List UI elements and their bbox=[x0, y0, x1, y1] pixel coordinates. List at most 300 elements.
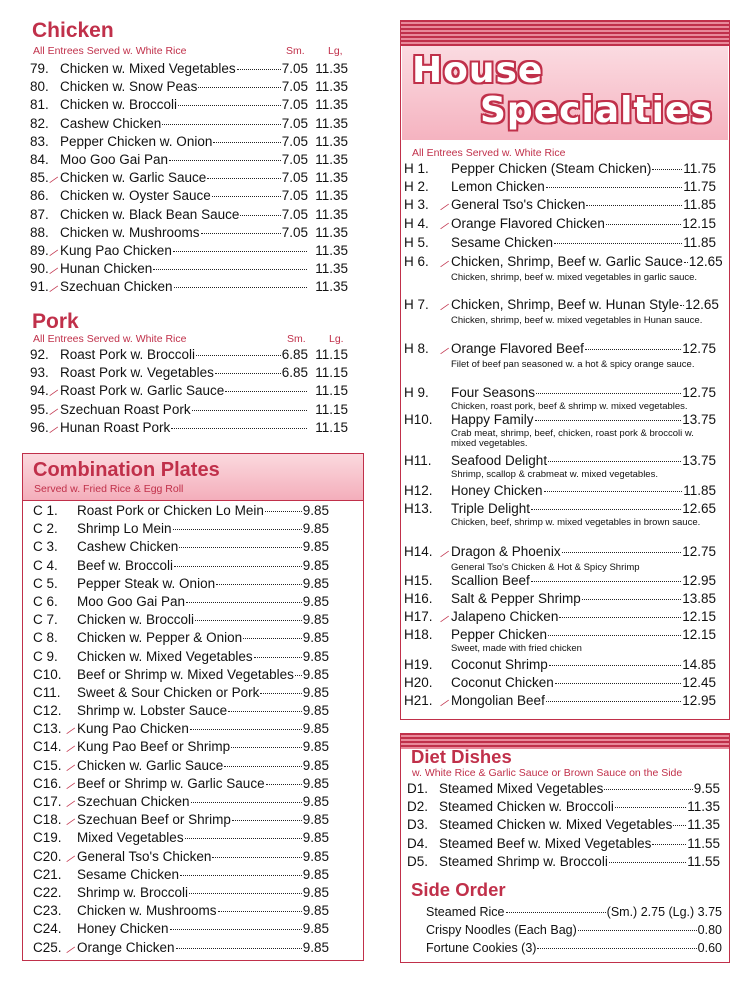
item-number: C10. bbox=[33, 666, 62, 682]
item-number: 91. bbox=[30, 279, 49, 295]
item-number: D1. bbox=[407, 781, 429, 796]
item-price: 9.85 bbox=[302, 648, 329, 664]
item-price-large: 11.35 bbox=[315, 170, 348, 186]
dot-leader bbox=[189, 881, 302, 894]
dot-leader bbox=[582, 587, 681, 600]
pepper-icon: — bbox=[46, 263, 61, 279]
item-name: Happy Family bbox=[451, 412, 534, 427]
item-name: Roast Pork or Chicken Lo Mein bbox=[77, 503, 264, 518]
pepper-icon: — bbox=[46, 281, 61, 297]
item-price-large: 11.35 bbox=[315, 206, 348, 222]
item-name: Hunan Chicken bbox=[60, 261, 153, 277]
item-name: Four Seasons bbox=[451, 385, 536, 400]
pepper-icon: — bbox=[46, 245, 61, 261]
house-item bbox=[404, 692, 716, 712]
item-name: Scallion Beef bbox=[451, 573, 530, 588]
item-number: 82. bbox=[30, 115, 49, 131]
dot-leader bbox=[684, 250, 688, 263]
item-number: C 2. bbox=[33, 521, 58, 537]
item-price: 9.85 bbox=[302, 757, 329, 773]
item-price: 11.55 bbox=[687, 853, 720, 869]
dot-leader bbox=[536, 381, 681, 394]
item-name: Chicken w. Mushrooms bbox=[77, 903, 217, 919]
item-price-large: 11.15 bbox=[315, 347, 348, 362]
house-item bbox=[404, 452, 716, 480]
item-name: Fortune Cookies (3) bbox=[426, 941, 537, 956]
item-number: D3. bbox=[407, 817, 429, 833]
item-price: 12.75 bbox=[682, 544, 716, 559]
dot-leader bbox=[585, 337, 681, 350]
dot-leader bbox=[176, 936, 302, 949]
item-number: H 7. bbox=[404, 297, 429, 312]
dot-leader bbox=[555, 671, 681, 684]
chicken-col-sm: Sm. bbox=[286, 45, 305, 57]
dot-leader bbox=[190, 717, 302, 730]
pepper-icon: — bbox=[46, 172, 61, 188]
item-price-small: 7.05 bbox=[281, 79, 308, 95]
dot-leader bbox=[652, 157, 682, 170]
dot-leader bbox=[615, 795, 686, 808]
item-number: 79. bbox=[30, 61, 49, 76]
dot-leader bbox=[531, 497, 681, 510]
item-number: C21. bbox=[33, 866, 62, 882]
item-number: D4. bbox=[407, 835, 429, 851]
item-price: 0.80 bbox=[697, 923, 722, 938]
item-name: General Tso's Chicken bbox=[451, 197, 586, 212]
item-price: 12.15 bbox=[682, 609, 716, 624]
dot-leader bbox=[240, 203, 280, 216]
item-name: Pepper Chicken w. Onion bbox=[60, 133, 213, 149]
item-number: 85. bbox=[30, 170, 49, 186]
item-description: Chicken, beef, shrimp w. mixed vegetables in brown sauce. bbox=[451, 516, 701, 528]
menu-item bbox=[30, 278, 348, 296]
item-name: Coconut Shrimp bbox=[451, 657, 548, 672]
dot-leader bbox=[260, 681, 301, 694]
item-number: C14. bbox=[33, 739, 62, 755]
side-title: Side Order bbox=[411, 879, 506, 900]
pork-list bbox=[30, 346, 348, 437]
item-name: Orange Chicken bbox=[77, 939, 175, 955]
item-number: H12. bbox=[404, 483, 433, 498]
item-price-large: 11.15 bbox=[315, 401, 348, 417]
item-number: H10. bbox=[404, 412, 433, 427]
dot-leader bbox=[174, 275, 307, 288]
item-price-large: 11.35 bbox=[315, 151, 348, 167]
item-price: 9.85 bbox=[302, 830, 329, 846]
item-description: Crab meat, shrimp, beef, chicken, roast pork & broccoli w. mixed vegetables. bbox=[451, 427, 694, 449]
item-number: H 9. bbox=[404, 385, 429, 400]
item-price: 9.85 bbox=[302, 557, 329, 573]
item-price: 9.55 bbox=[693, 781, 720, 796]
chicken-subtitle: All Entrees Served w. White Rice bbox=[33, 45, 187, 57]
item-price: 12.15 bbox=[682, 216, 716, 231]
house-item bbox=[404, 253, 723, 283]
item-number: C18. bbox=[33, 812, 62, 828]
pork-subtitle: All Entrees Served w. White Rice bbox=[33, 333, 187, 345]
dot-leader bbox=[673, 813, 686, 826]
dot-leader bbox=[195, 608, 302, 621]
item-price: 12.95 bbox=[682, 693, 716, 708]
item-price: 13.85 bbox=[682, 591, 716, 606]
item-name: Steamed Beef w. Mixed Vegetables bbox=[439, 835, 652, 851]
dot-leader bbox=[548, 449, 681, 462]
pepper-icon: — bbox=[63, 796, 78, 812]
item-price-small: 7.05 bbox=[281, 151, 308, 167]
dot-leader bbox=[198, 75, 280, 88]
item-number: 94. bbox=[30, 383, 49, 399]
item-price-small: 7.05 bbox=[281, 115, 308, 131]
pepper-icon: — bbox=[63, 760, 78, 775]
house-subtitle: All Entrees Served w. White Rice bbox=[412, 147, 566, 159]
house-item-row bbox=[404, 626, 716, 644]
item-name: Kung Pao Chicken bbox=[60, 242, 172, 258]
item-price: 12.65 bbox=[685, 297, 719, 312]
item-name: Chicken w. Broccoli bbox=[77, 612, 195, 628]
dot-leader bbox=[169, 148, 281, 161]
item-price-small: 7.05 bbox=[281, 224, 308, 240]
dot-leader bbox=[192, 398, 307, 411]
item-name: Roast Pork w. Garlic Sauce bbox=[60, 383, 225, 399]
item-price: 11.35 bbox=[687, 799, 720, 815]
item-number: C11. bbox=[33, 684, 61, 700]
item-name: Crispy Noodles (Each Bag) bbox=[426, 923, 577, 938]
item-name: Kung Pao Beef or Shrimp bbox=[77, 739, 231, 755]
dot-leader bbox=[171, 416, 307, 429]
item-price: 9.85 bbox=[302, 612, 329, 628]
dot-leader bbox=[186, 590, 302, 603]
house-title-line1: House bbox=[412, 50, 544, 91]
item-price: 14.85 bbox=[682, 657, 716, 672]
diet-title: Diet Dishes bbox=[411, 746, 512, 767]
item-price-large: 11.15 bbox=[315, 365, 348, 381]
item-price: 12.45 bbox=[682, 675, 716, 690]
dot-leader bbox=[254, 645, 302, 658]
dot-leader bbox=[191, 790, 302, 803]
dot-leader bbox=[207, 166, 280, 179]
item-name: Pepper Chicken (Steam Chicken) bbox=[451, 161, 652, 176]
item-number: C24. bbox=[33, 921, 62, 937]
menu-item bbox=[30, 187, 348, 205]
item-price: 9.85 bbox=[302, 739, 329, 755]
item-price-small: 6.85 bbox=[281, 365, 308, 381]
side-list bbox=[426, 903, 722, 958]
house-item-row bbox=[404, 384, 716, 402]
item-price-small: 7.05 bbox=[281, 206, 308, 222]
item-price-small: 7.05 bbox=[281, 61, 308, 76]
item-price: (Sm.) 2.75 (Lg.) 3.75 bbox=[606, 905, 722, 919]
item-price: 12.75 bbox=[682, 341, 716, 356]
dot-leader bbox=[265, 499, 302, 512]
dot-leader bbox=[213, 130, 280, 143]
item-name: Chicken w. Mixed Vegetables bbox=[60, 61, 236, 76]
item-name: Pepper Chicken bbox=[451, 627, 548, 642]
item-price: 9.85 bbox=[302, 866, 329, 882]
item-number: 87. bbox=[30, 206, 49, 222]
item-name: Steamed Chicken w. Broccoli bbox=[439, 799, 614, 815]
item-price-small: 7.05 bbox=[281, 97, 308, 113]
item-number: C 1. bbox=[33, 503, 58, 518]
item-price: 9.85 bbox=[302, 503, 329, 518]
house-item bbox=[404, 626, 716, 654]
dot-leader bbox=[578, 918, 697, 931]
pepper-icon: — bbox=[46, 385, 61, 401]
item-price: 9.85 bbox=[302, 921, 329, 937]
item-number: C13. bbox=[33, 721, 62, 737]
item-price: 12.65 bbox=[688, 254, 723, 269]
pepper-icon: — bbox=[437, 343, 452, 359]
item-name: Shrimp Lo Mein bbox=[77, 521, 172, 537]
dot-leader bbox=[295, 663, 302, 676]
item-price-large: 11.35 bbox=[315, 61, 348, 76]
pepper-icon: — bbox=[437, 611, 452, 627]
diet-item bbox=[407, 853, 720, 871]
item-price-small: 7.05 bbox=[281, 188, 308, 204]
item-number: C 9. bbox=[33, 648, 58, 664]
menu-item bbox=[30, 419, 348, 437]
item-number: C 7. bbox=[33, 612, 58, 628]
item-number: C19. bbox=[33, 830, 62, 846]
dot-leader bbox=[546, 689, 681, 702]
item-price: 9.85 bbox=[302, 775, 329, 791]
item-name: Honey Chicken bbox=[77, 921, 169, 937]
combination-subtitle: Served w. Fried Rice & Egg Roll bbox=[34, 483, 184, 495]
item-number: C16. bbox=[33, 775, 62, 791]
item-price: 9.85 bbox=[302, 812, 329, 828]
house-item-row bbox=[404, 340, 716, 360]
dot-leader bbox=[178, 93, 281, 106]
item-number: D5. bbox=[407, 853, 429, 869]
pepper-icon: — bbox=[437, 546, 452, 562]
dot-leader bbox=[554, 231, 682, 244]
item-price-small: 6.85 bbox=[281, 347, 308, 362]
item-number: H 2. bbox=[404, 179, 429, 194]
item-number: H18. bbox=[404, 627, 433, 642]
item-price: 12.65 bbox=[682, 501, 716, 516]
pepper-icon: — bbox=[437, 256, 452, 272]
item-name: Orange Flavored Chicken bbox=[451, 216, 605, 231]
house-item bbox=[404, 234, 716, 252]
item-name: Roast Pork w. Broccoli bbox=[60, 347, 196, 362]
combo-item bbox=[33, 648, 329, 666]
item-number: C15. bbox=[33, 757, 62, 773]
dot-leader bbox=[180, 863, 302, 876]
dot-leader bbox=[652, 832, 686, 845]
item-name: Beef w. Broccoli bbox=[77, 557, 174, 573]
item-name: Chicken w. Oyster Sauce bbox=[60, 188, 211, 204]
item-number: C20. bbox=[33, 848, 62, 864]
pepper-icon: — bbox=[63, 778, 78, 794]
dot-leader bbox=[196, 343, 281, 356]
item-number: 96. bbox=[30, 419, 49, 435]
pepper-icon: — bbox=[46, 422, 61, 438]
item-name: Chicken w. Pepper & Onion bbox=[77, 630, 243, 646]
item-price-small: 7.05 bbox=[281, 170, 308, 186]
item-name: Triple Delight bbox=[451, 501, 531, 516]
item-name: Chicken, Shrimp, Beef w. Garlic Sauce bbox=[451, 254, 683, 269]
item-price-large: 11.35 bbox=[315, 115, 348, 131]
item-price: 9.85 bbox=[302, 903, 329, 919]
item-name: Moo Goo Gai Pan bbox=[60, 151, 169, 167]
item-number: 86. bbox=[30, 188, 49, 204]
item-number: C22. bbox=[33, 884, 62, 900]
pepper-icon: — bbox=[46, 404, 61, 419]
menu-item bbox=[30, 169, 348, 187]
dot-leader bbox=[201, 221, 281, 234]
dot-leader bbox=[546, 175, 682, 188]
combo-item bbox=[33, 939, 329, 957]
item-price: 9.85 bbox=[302, 593, 329, 609]
house-title-line2: Specialties bbox=[480, 90, 713, 131]
house-item-row bbox=[404, 500, 716, 518]
item-name: Chicken w. Garlic Sauce bbox=[60, 170, 207, 186]
dot-leader bbox=[680, 293, 684, 306]
dot-leader bbox=[212, 845, 301, 858]
item-number: D2. bbox=[407, 799, 429, 815]
dot-leader bbox=[170, 917, 302, 930]
item-name: Sweet & Sour Chicken or Pork bbox=[77, 684, 260, 700]
item-price: 9.85 bbox=[302, 666, 329, 682]
item-name: Mixed Vegetables bbox=[77, 830, 184, 846]
item-name: Steamed Mixed Vegetables bbox=[439, 781, 604, 796]
item-name: Chicken w. Garlic Sauce bbox=[77, 757, 224, 773]
item-price-large: 11.35 bbox=[315, 261, 348, 277]
item-name: Coconut Chicken bbox=[451, 675, 554, 690]
item-price: 13.75 bbox=[682, 453, 716, 468]
menu-item bbox=[30, 151, 348, 169]
item-price: 12.15 bbox=[682, 627, 716, 642]
item-number: H20. bbox=[404, 675, 433, 690]
item-number: H 8. bbox=[404, 341, 429, 356]
pepper-icon: — bbox=[437, 695, 452, 711]
pepper-icon: — bbox=[63, 723, 78, 739]
pork-title: Pork bbox=[32, 310, 79, 333]
item-price: 11.85 bbox=[683, 197, 716, 212]
dot-leader bbox=[544, 479, 683, 492]
item-price: 9.85 bbox=[302, 884, 329, 900]
house-item-row bbox=[404, 692, 716, 712]
item-number: H16. bbox=[404, 591, 433, 606]
item-price: 9.85 bbox=[302, 721, 329, 737]
dot-leader bbox=[173, 239, 307, 252]
item-number: C 3. bbox=[33, 539, 58, 555]
house-item-row bbox=[404, 234, 716, 252]
item-price-small: 7.05 bbox=[281, 133, 308, 149]
pepper-icon: — bbox=[437, 299, 452, 315]
item-price-large: 11.35 bbox=[315, 279, 348, 295]
dot-leader bbox=[216, 572, 302, 585]
dot-leader bbox=[243, 626, 302, 639]
chicken-list bbox=[30, 60, 348, 296]
item-description: Filet of beef pan seasoned w. a hot & spicy orange sauce. bbox=[451, 358, 695, 370]
dot-leader bbox=[153, 257, 307, 270]
item-name: Seafood Delight bbox=[451, 453, 548, 468]
item-price: 11.75 bbox=[683, 161, 716, 176]
item-name: Cashew Chicken bbox=[77, 539, 179, 555]
house-item-row bbox=[404, 253, 723, 273]
item-number: 81. bbox=[30, 97, 49, 113]
item-number: 89. bbox=[30, 242, 49, 258]
item-number: 90. bbox=[30, 261, 49, 277]
dot-leader bbox=[237, 57, 281, 70]
item-number: 95. bbox=[30, 401, 49, 417]
dot-leader bbox=[185, 826, 302, 839]
dot-leader bbox=[562, 540, 682, 553]
item-price: 9.85 bbox=[302, 575, 329, 591]
pepper-icon: — bbox=[437, 199, 452, 215]
item-number: C17. bbox=[33, 794, 62, 809]
item-description: Shrimp, scallop & crabmeat w. mixed vegetables. bbox=[451, 468, 658, 480]
item-price-large: 11.15 bbox=[315, 419, 348, 435]
house-item bbox=[404, 296, 719, 326]
item-number: H14. bbox=[404, 544, 433, 559]
diet-subtitle: w. White Rice & Garlic Sauce or Brown Sauce on the Side bbox=[412, 767, 683, 779]
item-price: 11.35 bbox=[687, 817, 720, 833]
house-item-row bbox=[404, 543, 716, 563]
item-number: C 8. bbox=[33, 630, 58, 646]
dot-leader bbox=[231, 735, 302, 748]
menu-item bbox=[30, 346, 348, 364]
item-price: 12.95 bbox=[682, 573, 716, 588]
item-name: General Tso's Chicken bbox=[77, 848, 212, 864]
pepper-icon: — bbox=[63, 741, 78, 757]
item-name: Kung Pao Chicken bbox=[77, 721, 189, 737]
item-price: 11.55 bbox=[687, 835, 720, 851]
dot-leader bbox=[604, 777, 692, 790]
item-number: H13. bbox=[404, 501, 433, 516]
item-price-large: 11.35 bbox=[315, 242, 348, 258]
item-name: Dragon & Phoenix bbox=[451, 544, 561, 559]
item-name: Chicken w. Snow Peas bbox=[60, 79, 198, 95]
item-number: H 6. bbox=[404, 254, 429, 269]
item-name: Steamed Chicken w. Mixed Vegetables bbox=[439, 817, 673, 833]
item-price: 11.85 bbox=[683, 483, 716, 498]
item-number: 83. bbox=[30, 133, 49, 149]
item-number: H 1. bbox=[404, 161, 429, 176]
dot-leader bbox=[609, 850, 686, 863]
item-name: Beef or Shrimp w. Garlic Sauce bbox=[77, 775, 265, 791]
item-description: Chicken, roast pork, beef & shrimp w. mixed vegetables. bbox=[451, 400, 688, 412]
item-name: Shrimp w. Lobster Sauce bbox=[77, 703, 228, 719]
item-price-large: 11.35 bbox=[315, 133, 348, 149]
house-item-row bbox=[404, 411, 716, 429]
dot-leader bbox=[224, 754, 301, 767]
item-description: Chicken, shrimp, beef w. mixed vegetables in garlic sauce. bbox=[451, 271, 698, 283]
item-number: C 4. bbox=[33, 557, 58, 573]
item-price: 11.75 bbox=[683, 179, 716, 194]
side-item bbox=[426, 939, 722, 957]
item-price: 9.85 bbox=[302, 703, 329, 719]
dot-leader bbox=[228, 699, 302, 712]
item-price: 12.75 bbox=[682, 385, 716, 400]
dot-leader bbox=[218, 899, 302, 912]
item-name: Steamed Rice bbox=[426, 905, 505, 919]
item-name: Moo Goo Gai Pan bbox=[77, 593, 186, 609]
item-price-large: 11.35 bbox=[315, 224, 348, 240]
item-number: 93. bbox=[30, 365, 49, 381]
item-number: H15. bbox=[404, 573, 433, 588]
item-name: Beef or Shrimp w. Mixed Vegetables bbox=[77, 666, 294, 682]
diet-list bbox=[407, 780, 720, 871]
menu-item bbox=[30, 115, 348, 133]
item-name: Mongolian Beef bbox=[451, 693, 545, 708]
item-price-large: 11.35 bbox=[315, 188, 348, 204]
house-item-row bbox=[404, 452, 716, 470]
dot-leader bbox=[548, 623, 681, 636]
item-number: H19. bbox=[404, 657, 433, 672]
item-name: Roast Pork w. Vegetables bbox=[60, 365, 214, 381]
chicken-col-lg: Lg, bbox=[328, 45, 343, 57]
item-description: Sweet, made with fried chicken bbox=[451, 642, 582, 654]
